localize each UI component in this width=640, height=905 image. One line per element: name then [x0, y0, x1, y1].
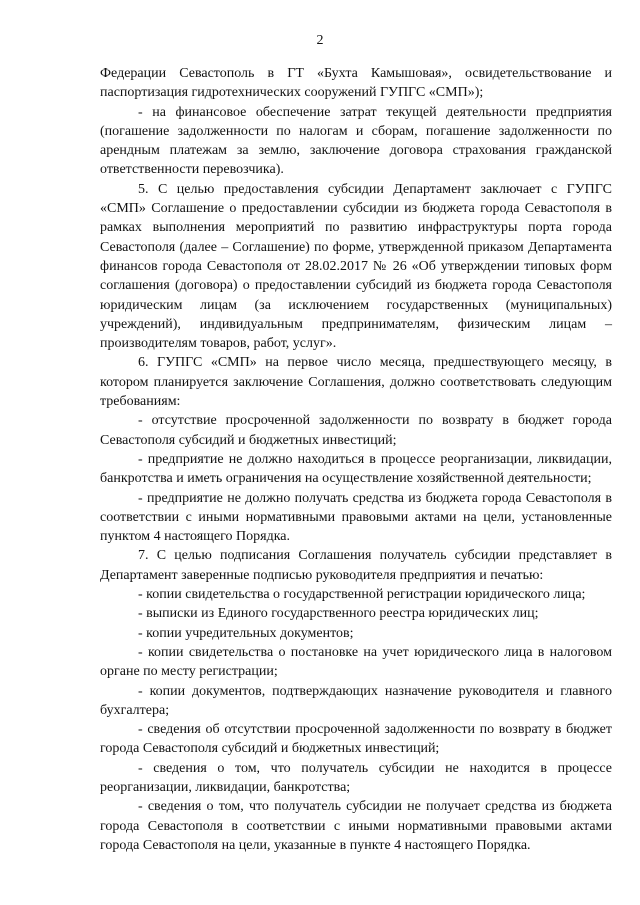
paragraph-section-6: 6. ГУПГС «СМП» на первое число месяца, предшествующего месяцу, в котором планируется заключение Соглашения, должно соответствовать следующим требованиям:	[100, 355, 612, 410]
paragraph-bullet: - сведения о том, что получатель субсидии не получает средства из бюджета города Севастополя в соответствии с иными нормативными правовыми актами города Севастополя на цели, указанные в пункте 4 настоящего Порядка.	[100, 799, 612, 853]
paragraph-bullet: - сведения об отсутствии просроченной задолженности по возврату в бюджет города Севастополя субсидий и бюджетных инвестиций;	[100, 722, 612, 757]
paragraph-bullet: - предприятие не должно находиться в процессе реорганизации, ликвидации, банкротства и иметь ограничения на осуществление хозяйственной деятельности;	[100, 451, 612, 487]
paragraph-continuation: Федерации Севастополь в ГТ «Бухта Камышовая», освидетельствование и паспортизация гидротехнических сооружений ГУПГС «СМП»);	[100, 66, 612, 101]
paragraph-bullet: - копии учредительных документов;	[138, 625, 354, 641]
paragraph-bullet: - копии свидетельства о постановке на учет юридического лица в налоговом органе по месту регистрации;	[100, 644, 612, 680]
paragraph-bullet: - выписки из Единого государственного реестра юридических лиц;	[138, 606, 539, 622]
paragraph-bullet: - на финансовое обеспечение затрат текущей деятельности предприятия (погашение задолженности по налогам и сборам, погашение задолженности по арендным платежам за землю, заключение договора страхования гражданской ответственности перевозчика).	[100, 104, 612, 178]
paragraph-bullet: - копии свидетельства о государственной регистрации юридического лица;	[138, 587, 586, 603]
paragraph-section-7: 7. С целью подписания Соглашения получатель субсидии представляет в Департамент заверенные подписью руководителя предприятия и печатью:	[100, 548, 612, 583]
paragraph-bullet: - сведения о том, что получатель субсидии не находится в процессе реорганизации, ликвидации, банкротства;	[100, 760, 612, 795]
paragraph-bullet: - отсутствие просроченной задолженности по возврату в бюджет города Севастополя субсидий и бюджетных инвестиций;	[100, 413, 612, 448]
paragraph-bullet: - копии документов, подтверждающих назначение руководителя и главного бухгалтера;	[100, 683, 612, 718]
document-body	[100, 64, 612, 855]
paragraph-section-5: 5. С целью предоставления субсидии Департамент заключает с ГУПГС «СМП» Соглашение о предоставлении субсидии из бюджета города Севастополя в рамках выполнения мероприятий по развитию инфраструктуры порта города Севастополя (далее – Соглашение) по форме, утвержденной приказом Департамента финансов города Севастополя от 28.02.2017 № 26 «Об утверждении типовых форм соглашения (договора) о предоставлении субсидий из бюджета города Севастополя юридическим лицам (за исключением государственных (муниципальных) учреждений), индивидуальным предпринимателям, физическим лицам – производителям товаров, работ, услуг».	[100, 181, 612, 352]
page-number: 2	[316, 33, 324, 48]
paragraph-bullet: - предприятие не должно получать средства из бюджета города Севастополя в соответствии с иными нормативными правовыми актами на цели, установленные пунктом 4 настоящего Порядка.	[100, 490, 612, 545]
